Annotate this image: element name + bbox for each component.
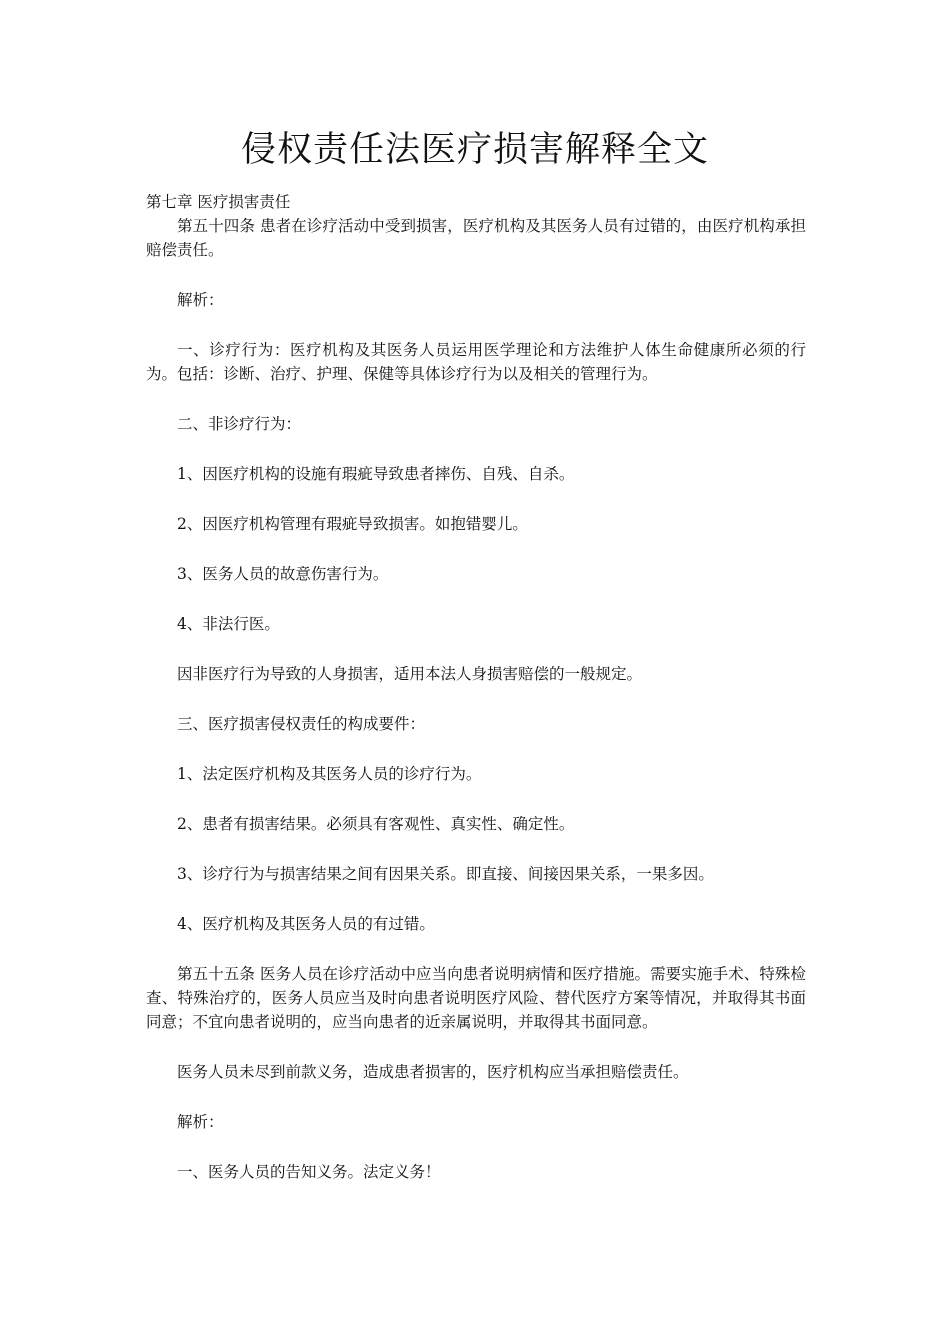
paragraph: 解析： — [177, 291, 224, 309]
paragraph: 一、诊疗行为：医疗机构及其医务人员运用医学理论和方法维护人体生命健康所必须的行为。包括：诊断、治疗、护理、保健等具体诊疗行为以及相关的管理行为。 — [146, 341, 806, 383]
document-title: 侵权责任法医疗损害解释全文 — [240, 130, 709, 170]
paragraph: 解析： — [177, 1113, 224, 1131]
document-body — [146, 190, 806, 1210]
chapter-heading: 第七章 医疗损害责任 — [146, 193, 291, 211]
paragraph: 医务人员未尽到前款义务，造成患者损害的，医疗机构应当承担赔偿责任。 — [177, 1063, 689, 1081]
paragraph: 1、因医疗机构的设施有瑕疵导致患者摔伤、自残、自杀。 — [177, 465, 575, 483]
paragraph: 4、非法行医。 — [177, 615, 280, 633]
paragraph: 4、医疗机构及其医务人员的有过错。 — [177, 915, 435, 933]
paragraph: 1、法定医疗机构及其医务人员的诊疗行为。 — [177, 765, 482, 783]
paragraph: 第五十五条 医务人员在诊疗活动中应当向患者说明病情和医疗措施。需要实施手术、特殊检查、特殊治疗的，医务人员应当及时向患者说明医疗风险、替代医疗方案等情况，并取得其书面同意；不宜向患者说明的，应当向患者的近亲属说明，并取得其书面同意。 — [146, 965, 806, 1031]
paragraph: 一、医务人员的告知义务。法定义务！ — [177, 1163, 441, 1181]
paragraph: 3、诊疗行为与损害结果之间有因果关系。即直接、间接因果关系，一果多因。 — [177, 865, 714, 883]
paragraph: 2、患者有损害结果。必须具有客观性、真实性、确定性。 — [177, 815, 575, 833]
paragraph: 第五十四条 患者在诊疗活动中受到损害，医疗机构及其医务人员有过错的，由医疗机构承担赔偿责任。 — [146, 217, 806, 259]
paragraph: 因非医疗行为导致的人身损害，适用本法人身损害赔偿的一般规定。 — [177, 665, 643, 683]
paragraph: 三、医疗损害侵权责任的构成要件： — [177, 715, 426, 733]
paragraph: 2、因医疗机构管理有瑕疵导致损害。如抱错婴儿。 — [177, 515, 528, 533]
paragraph: 二、非诊疗行为： — [177, 415, 302, 433]
paragraph: 3、医务人员的故意伤害行为。 — [177, 565, 389, 583]
